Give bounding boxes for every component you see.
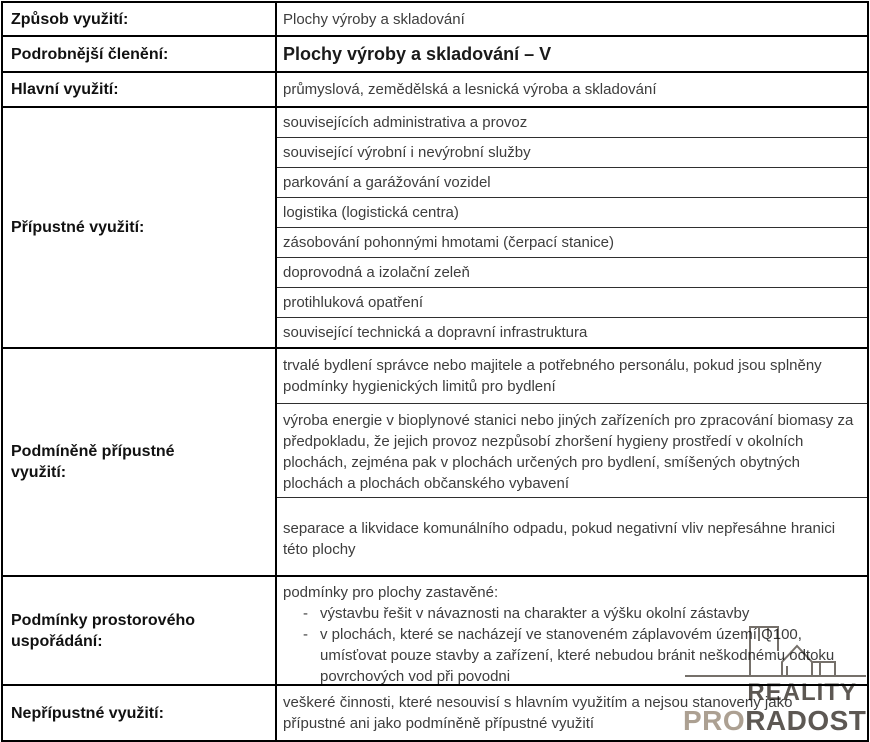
watermark-pro-text: PRO	[683, 705, 746, 736]
list-item: související technická a dopravní infrastruktura	[283, 324, 588, 341]
row-value-text: Plochy výroby a skladování – V	[283, 43, 552, 64]
row-label-text: Podmíněně přípustné využití:	[11, 443, 175, 481]
list-item: doprovodná a izolační zeleň	[277, 258, 867, 288]
list-item: protihluková opatření	[277, 288, 867, 318]
table-row	[3, 71, 867, 106]
bullet-item: - v plochách, které se nacházejí ve stanoveném záplavovém území Q100, umísťovat pouze stavby a zařízení, které nebudou bránit neškodnému odtoku povrchových vod při povodni	[303, 626, 835, 685]
list-item: separace a likvidace komunálního odpadu, pokud negativní vliv nepřesáhne hranici této plochy	[283, 520, 836, 558]
row-label-text: Způsob využití:	[11, 10, 129, 28]
conditions-intro: podmínky pro plochy zastavěné:	[283, 584, 499, 601]
bullet-dash: -	[303, 626, 308, 643]
list-item: výroba energie v bioplynové stanici nebo jiných zařízeních pro zpracování biomasy za předpokladu, že jejich provoz nezpůsobí zhoršení hygieny prostředí v okolních plochách, zejména pak v plochách určených pro bydlení, smíšených obytných plochách a plochách občanského vybavení	[277, 404, 867, 498]
watermark-reality-text: REALITY	[747, 679, 857, 706]
row-value	[277, 686, 867, 740]
row-label	[3, 3, 277, 35]
table-row-impermissible-use	[3, 684, 867, 740]
table-row	[3, 35, 867, 71]
row-label-text: Podmínky prostorového uspořádání:	[11, 611, 196, 650]
table-row-spatial-conditions	[3, 575, 867, 684]
list-item: logistika (logistická centra)	[277, 198, 867, 228]
row-label-text: Podrobnější členění:	[11, 45, 169, 63]
zoning-spec-table	[1, 1, 869, 742]
row-label	[3, 349, 277, 575]
row-value	[277, 37, 867, 71]
row-value-text: veškeré činnosti, které nesouvisí s hlavním využitím a nejsou stanoveny jako přípustné ani jako podmíněně přípustné využití	[283, 694, 793, 732]
row-value-list	[277, 108, 867, 347]
row-value-text: Plochy výroby a skladování	[283, 10, 465, 28]
table-row-conditionally-permitted-use	[3, 347, 867, 575]
table-row	[3, 3, 867, 35]
row-label-text: Přípustné využití:	[11, 219, 145, 236]
row-label	[3, 686, 277, 740]
row-value-text: průmyslová, zemědělská a lesnická výroba a skladování	[283, 81, 657, 98]
watermark-radost-text: RADOST	[745, 705, 867, 736]
list-item: souvisejících administrativa a provoz	[277, 108, 867, 138]
row-value	[277, 73, 867, 106]
row-label-text: Hlavní využití:	[11, 81, 119, 98]
row-label	[3, 108, 277, 347]
row-value	[277, 577, 867, 684]
row-label	[3, 37, 277, 71]
row-label	[3, 73, 277, 106]
row-value-list	[277, 349, 867, 575]
bullet-dash: -	[303, 605, 308, 622]
row-label	[3, 577, 277, 684]
row-value	[277, 3, 867, 35]
list-item: trvalé bydlení správce nebo majitele a potřebného personálu, pokud jsou splněny podmínky hygienických limitů pro bydlení	[277, 349, 867, 404]
row-label-text: Nepřípustné využití:	[11, 704, 164, 722]
list-item: parkování a garážování vozidel	[277, 168, 867, 198]
list-item: související výrobní i nevýrobní služby	[277, 138, 867, 168]
list-item: zásobování pohonnými hmotami (čerpací stanice)	[277, 228, 867, 258]
bullet-item: - výstavbu řešit v návaznosti na charakter a výšku okolní zástavby	[303, 605, 750, 622]
table-row-permitted-use	[3, 106, 867, 347]
